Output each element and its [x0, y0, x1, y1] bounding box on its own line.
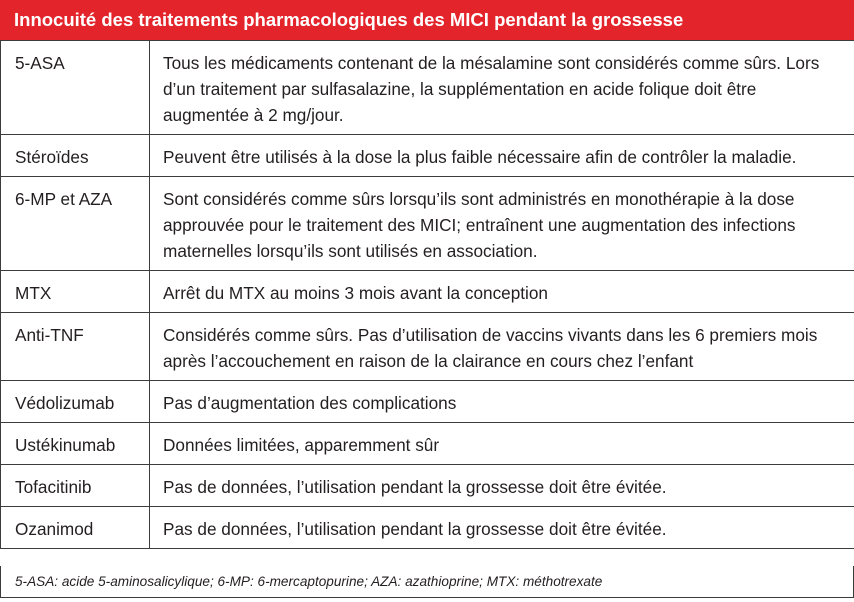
table-row — [1, 423, 854, 465]
drug-safety-table — [0, 40, 854, 549]
drug-name: Tofacitinib — [1, 465, 150, 507]
drug-description: Peuvent être utilisés à la dose la plus faible nécessaire afin de contrôler la maladie. — [150, 135, 854, 177]
drug-name: 6-MP et AZA — [1, 177, 150, 271]
drug-description: Pas de données, l’utilisation pendant la grossesse doit être évitée. — [150, 507, 854, 549]
drug-description: Données limitées, apparemment sûr — [150, 423, 854, 465]
table-title: Innocuité des traitements pharmacologiques des MICI pendant la grossesse — [0, 0, 854, 40]
drug-name: MTX — [1, 271, 150, 313]
drug-name: Anti-TNF — [1, 313, 150, 381]
table-footnote: 5-ASA: acide 5-aminosalicylique; 6-MP: 6-mercaptopurine; AZA: azathioprine; MTX: méthotrexate — [0, 566, 854, 598]
table-row — [1, 507, 854, 549]
table-row — [1, 271, 854, 313]
drug-name: Stéroïdes — [1, 135, 150, 177]
drug-name: Ozanimod — [1, 507, 150, 549]
drug-name: Védolizumab — [1, 381, 150, 423]
drug-description: Tous les médicaments contenant de la mésalamine sont considérés comme sûrs. Lors d’un traitement par sulfasalazine, la supplémentation en acide folique doit être augmentée à 2 mg/jour. — [150, 41, 854, 135]
drug-description: Arrêt du MTX au moins 3 mois avant la conception — [150, 271, 854, 313]
table-row — [1, 313, 854, 381]
drug-description: Sont considérés comme sûrs lorsqu’ils sont administrés en monothérapie à la dose approuvée pour le traitement des MICI; entraînent une augmentation des infections maternelles lorsqu’ils sont utilisés en association. — [150, 177, 854, 271]
drug-description: Considérés comme sûrs. Pas d’utilisation de vaccins vivants dans les 6 premiers mois après l’accouchement en raison de la clairance en cours chez l’enfant — [150, 313, 854, 381]
table-row — [1, 41, 854, 135]
table-row — [1, 381, 854, 423]
drug-description: Pas de données, l’utilisation pendant la grossesse doit être évitée. — [150, 465, 854, 507]
drug-name: Ustékinumab — [1, 423, 150, 465]
table-row — [1, 177, 854, 271]
table-row — [1, 465, 854, 507]
drug-description: Pas d’augmentation des complications — [150, 381, 854, 423]
table-row — [1, 135, 854, 177]
drug-name: 5-ASA — [1, 41, 150, 135]
